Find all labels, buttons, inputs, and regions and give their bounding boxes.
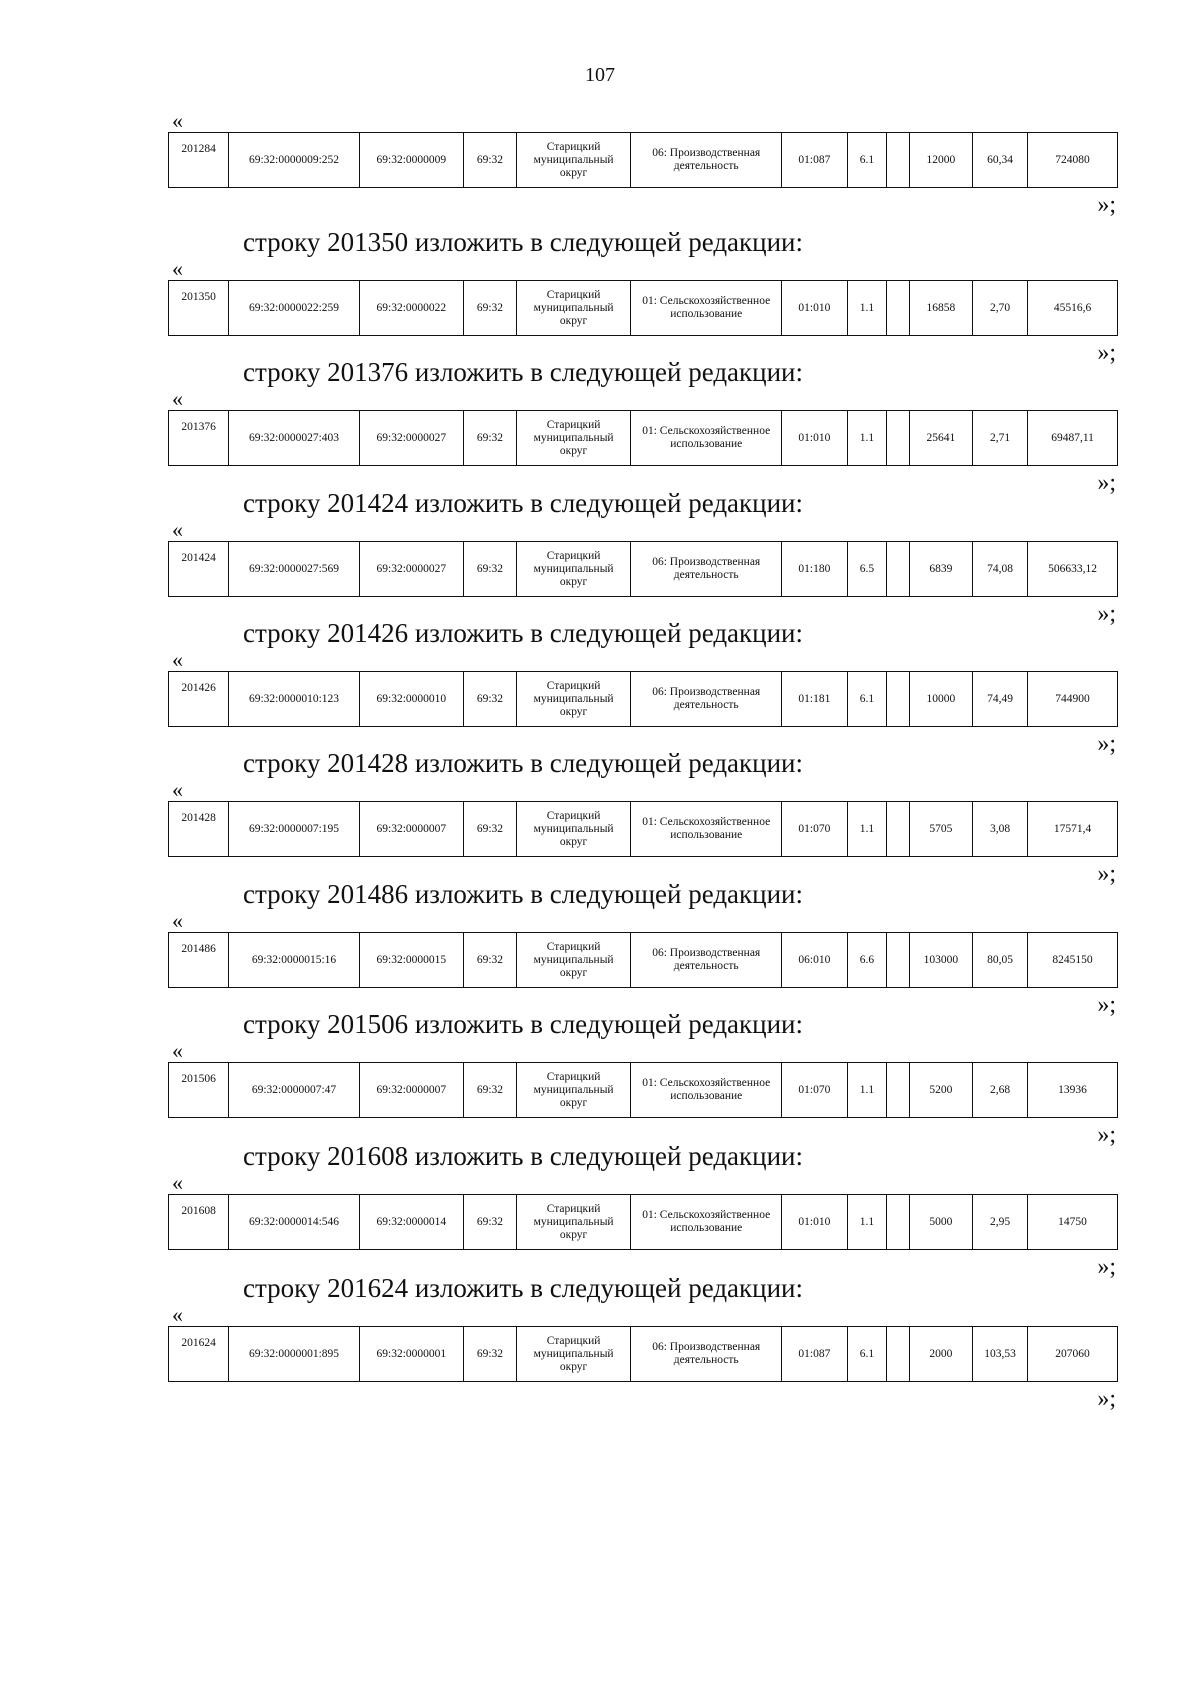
group-cell: 1.1 xyxy=(847,411,887,466)
register-row-table xyxy=(168,1326,1118,1382)
specific-value-cell: 103,53 xyxy=(973,1327,1028,1382)
amendment-block xyxy=(168,110,1124,218)
area-cell: 2000 xyxy=(909,1327,972,1382)
cadastral-number-cell: 69:32:0000027:569 xyxy=(229,542,360,597)
municipality-cell: Старицкий муниципальный округ xyxy=(516,133,630,188)
vri-code-cell: 01:180 xyxy=(782,542,847,597)
closing-quote: »; xyxy=(1097,992,1116,1018)
vri-code-cell: 01:087 xyxy=(782,1327,847,1382)
vri-code-cell: 01:070 xyxy=(782,802,847,857)
cadastral-value-cell: 45516,6 xyxy=(1028,281,1118,336)
amendment-intro: строку 201608 изложить в следующей редакции: xyxy=(243,1141,804,1171)
municipality-cell: Старицкий муниципальный округ xyxy=(516,281,630,336)
cadastral-quarter-cell: 69:32:0000027 xyxy=(359,542,463,597)
district-code-cell: 69:32 xyxy=(463,1195,516,1250)
area-cell: 12000 xyxy=(909,133,972,188)
amendment-intro: строку 201624 изложить в следующей редакции: xyxy=(243,1273,804,1303)
amendment-block xyxy=(168,1272,1124,1412)
table-row xyxy=(169,1327,1118,1382)
table-row xyxy=(169,1063,1118,1118)
municipality-cell: Старицкий муниципальный округ xyxy=(516,672,630,727)
register-row-table xyxy=(168,1062,1118,1118)
table-row xyxy=(169,672,1118,727)
cadastral-value-cell: 69487,11 xyxy=(1028,411,1118,466)
district-code-cell: 69:32 xyxy=(463,281,516,336)
opening-quote: « xyxy=(172,908,183,933)
amendment-block xyxy=(168,487,1124,627)
empty-cell xyxy=(887,672,909,727)
land-use-cell: 01: Сельскохозяйственное использование xyxy=(631,802,782,857)
land-use-cell: 01: Сельскохозяйственное использование xyxy=(631,281,782,336)
group-cell: 1.1 xyxy=(847,281,887,336)
group-cell: 6.1 xyxy=(847,1327,887,1382)
closing-quote: »; xyxy=(1097,1386,1116,1412)
register-row-table xyxy=(168,801,1118,857)
empty-cell xyxy=(887,133,909,188)
vri-code-cell: 01:010 xyxy=(782,1195,847,1250)
cadastral-number-cell: 69:32:0000010:123 xyxy=(229,672,360,727)
closing-quote: »; xyxy=(1097,601,1116,627)
closing-quote: »; xyxy=(1097,470,1116,496)
opening-quote: « xyxy=(172,108,183,133)
cadastral-quarter-cell: 69:32:0000010 xyxy=(359,672,463,727)
empty-cell xyxy=(887,1195,909,1250)
district-code-cell: 69:32 xyxy=(463,1327,516,1382)
district-code-cell: 69:32 xyxy=(463,933,516,988)
area-cell: 103000 xyxy=(909,933,972,988)
table-row xyxy=(169,411,1118,466)
district-code-cell: 69:32 xyxy=(463,411,516,466)
closing-quote: »; xyxy=(1097,1122,1116,1148)
opening-quote: « xyxy=(172,1302,183,1327)
vri-code-cell: 01:010 xyxy=(782,281,847,336)
vri-code-cell: 06:010 xyxy=(782,933,847,988)
register-row-table xyxy=(168,280,1118,336)
specific-value-cell: 80,05 xyxy=(973,933,1028,988)
cadastral-quarter-cell: 69:32:0000007 xyxy=(359,802,463,857)
land-use-cell: 06: Производственная деятельность xyxy=(631,542,782,597)
amendment-block xyxy=(168,617,1124,757)
row-id-cell: 201428 xyxy=(169,802,229,857)
specific-value-cell: 74,08 xyxy=(973,542,1028,597)
group-cell: 1.1 xyxy=(847,1063,887,1118)
empty-cell xyxy=(887,1327,909,1382)
specific-value-cell: 3,08 xyxy=(973,802,1028,857)
group-cell: 6.6 xyxy=(847,933,887,988)
land-use-cell: 01: Сельскохозяйственное использование xyxy=(631,1195,782,1250)
closing-quote: »; xyxy=(1097,192,1116,218)
vri-code-cell: 01:087 xyxy=(782,133,847,188)
amendment-intro: строку 201350 изложить в следующей редакции: xyxy=(243,227,804,257)
group-cell: 1.1 xyxy=(847,802,887,857)
cadastral-quarter-cell: 69:32:0000015 xyxy=(359,933,463,988)
amendment-block xyxy=(168,1008,1124,1148)
register-row-table xyxy=(168,132,1118,188)
area-cell: 10000 xyxy=(909,672,972,727)
cadastral-value-cell: 13936 xyxy=(1028,1063,1118,1118)
amendment-block xyxy=(168,1140,1124,1280)
vri-code-cell: 01:181 xyxy=(782,672,847,727)
cadastral-number-cell: 69:32:0000027:403 xyxy=(229,411,360,466)
table-row xyxy=(169,802,1118,857)
table-row xyxy=(169,133,1118,188)
specific-value-cell: 60,34 xyxy=(973,133,1028,188)
cadastral-value-cell: 17571,4 xyxy=(1028,802,1118,857)
cadastral-value-cell: 8245150 xyxy=(1028,933,1118,988)
row-id-cell: 201486 xyxy=(169,933,229,988)
empty-cell xyxy=(887,411,909,466)
empty-cell xyxy=(887,542,909,597)
municipality-cell: Старицкий муниципальный округ xyxy=(516,411,630,466)
opening-quote: « xyxy=(172,777,183,802)
table-row xyxy=(169,1195,1118,1250)
opening-quote: « xyxy=(172,256,183,281)
area-cell: 5200 xyxy=(909,1063,972,1118)
row-id-cell: 201284 xyxy=(169,133,229,188)
land-use-cell: 01: Сельскохозяйственное использование xyxy=(631,411,782,466)
group-cell: 1.1 xyxy=(847,1195,887,1250)
amendment-intro: строку 201428 изложить в следующей редакции: xyxy=(243,748,804,778)
opening-quote: « xyxy=(172,647,183,672)
group-cell: 6.5 xyxy=(847,542,887,597)
cadastral-number-cell: 69:32:0000014:546 xyxy=(229,1195,360,1250)
specific-value-cell: 2,68 xyxy=(973,1063,1028,1118)
cadastral-value-cell: 207060 xyxy=(1028,1327,1118,1382)
cadastral-quarter-cell: 69:32:0000027 xyxy=(359,411,463,466)
land-use-cell: 06: Производственная деятельность xyxy=(631,672,782,727)
amendment-intro: строку 201426 изложить в следующей редакции: xyxy=(243,618,804,648)
cadastral-quarter-cell: 69:32:0000001 xyxy=(359,1327,463,1382)
register-row-table xyxy=(168,541,1118,597)
table-row xyxy=(169,281,1118,336)
table-row xyxy=(169,542,1118,597)
municipality-cell: Старицкий муниципальный округ xyxy=(516,542,630,597)
cadastral-quarter-cell: 69:32:0000009 xyxy=(359,133,463,188)
district-code-cell: 69:32 xyxy=(463,542,516,597)
closing-quote: »; xyxy=(1097,861,1116,887)
amendment-block xyxy=(168,226,1124,366)
vri-code-cell: 01:070 xyxy=(782,1063,847,1118)
opening-quote: « xyxy=(172,517,183,542)
register-row-table xyxy=(168,410,1118,466)
land-use-cell: 06: Производственная деятельность xyxy=(631,1327,782,1382)
district-code-cell: 69:32 xyxy=(463,133,516,188)
area-cell: 25641 xyxy=(909,411,972,466)
municipality-cell: Старицкий муниципальный округ xyxy=(516,933,630,988)
district-code-cell: 69:32 xyxy=(463,1063,516,1118)
amendment-intro: строку 201424 изложить в следующей редакции: xyxy=(243,488,804,518)
closing-quote: »; xyxy=(1097,340,1116,366)
area-cell: 16858 xyxy=(909,281,972,336)
land-use-cell: 06: Производственная деятельность xyxy=(631,133,782,188)
row-id-cell: 201350 xyxy=(169,281,229,336)
opening-quote: « xyxy=(172,1038,183,1063)
area-cell: 6839 xyxy=(909,542,972,597)
group-cell: 6.1 xyxy=(847,133,887,188)
area-cell: 5000 xyxy=(909,1195,972,1250)
group-cell: 6.1 xyxy=(847,672,887,727)
cadastral-quarter-cell: 69:32:0000007 xyxy=(359,1063,463,1118)
opening-quote: « xyxy=(172,386,183,411)
cadastral-value-cell: 14750 xyxy=(1028,1195,1118,1250)
closing-quote: »; xyxy=(1097,731,1116,757)
vri-code-cell: 01:010 xyxy=(782,411,847,466)
empty-cell xyxy=(887,281,909,336)
cadastral-number-cell: 69:32:0000007:195 xyxy=(229,802,360,857)
cadastral-value-cell: 724080 xyxy=(1028,133,1118,188)
cadastral-quarter-cell: 69:32:0000022 xyxy=(359,281,463,336)
municipality-cell: Старицкий муниципальный округ xyxy=(516,1327,630,1382)
row-id-cell: 201506 xyxy=(169,1063,229,1118)
specific-value-cell: 2,95 xyxy=(973,1195,1028,1250)
district-code-cell: 69:32 xyxy=(463,802,516,857)
register-row-table xyxy=(168,671,1118,727)
empty-cell xyxy=(887,802,909,857)
amendment-block xyxy=(168,356,1124,496)
specific-value-cell: 2,70 xyxy=(973,281,1028,336)
page-number: 107 xyxy=(585,64,615,86)
specific-value-cell: 2,71 xyxy=(973,411,1028,466)
opening-quote: « xyxy=(172,1170,183,1195)
register-row-table xyxy=(168,932,1118,988)
cadastral-number-cell: 69:32:0000022:259 xyxy=(229,281,360,336)
register-row-table xyxy=(168,1194,1118,1250)
specific-value-cell: 74,49 xyxy=(973,672,1028,727)
amendment-block xyxy=(168,747,1124,887)
amendment-intro: строку 201376 изложить в следующей редакции: xyxy=(243,357,804,387)
row-id-cell: 201608 xyxy=(169,1195,229,1250)
table-row xyxy=(169,933,1118,988)
cadastral-value-cell: 506633,12 xyxy=(1028,542,1118,597)
land-use-cell: 06: Производственная деятельность xyxy=(631,933,782,988)
land-use-cell: 01: Сельскохозяйственное использование xyxy=(631,1063,782,1118)
municipality-cell: Старицкий муниципальный округ xyxy=(516,1195,630,1250)
cadastral-value-cell: 744900 xyxy=(1028,672,1118,727)
row-id-cell: 201424 xyxy=(169,542,229,597)
municipality-cell: Старицкий муниципальный округ xyxy=(516,802,630,857)
cadastral-number-cell: 69:32:0000001:895 xyxy=(229,1327,360,1382)
row-id-cell: 201624 xyxy=(169,1327,229,1382)
closing-quote: »; xyxy=(1097,1254,1116,1280)
cadastral-number-cell: 69:32:0000015:16 xyxy=(229,933,360,988)
empty-cell xyxy=(887,1063,909,1118)
amendment-block xyxy=(168,878,1124,1018)
empty-cell xyxy=(887,933,909,988)
row-id-cell: 201376 xyxy=(169,411,229,466)
cadastral-quarter-cell: 69:32:0000014 xyxy=(359,1195,463,1250)
cadastral-number-cell: 69:32:0000009:252 xyxy=(229,133,360,188)
amendment-intro: строку 201506 изложить в следующей редакции: xyxy=(243,1009,804,1039)
area-cell: 5705 xyxy=(909,802,972,857)
cadastral-number-cell: 69:32:0000007:47 xyxy=(229,1063,360,1118)
municipality-cell: Старицкий муниципальный округ xyxy=(516,1063,630,1118)
row-id-cell: 201426 xyxy=(169,672,229,727)
district-code-cell: 69:32 xyxy=(463,672,516,727)
amendment-intro: строку 201486 изложить в следующей редакции: xyxy=(243,879,804,909)
